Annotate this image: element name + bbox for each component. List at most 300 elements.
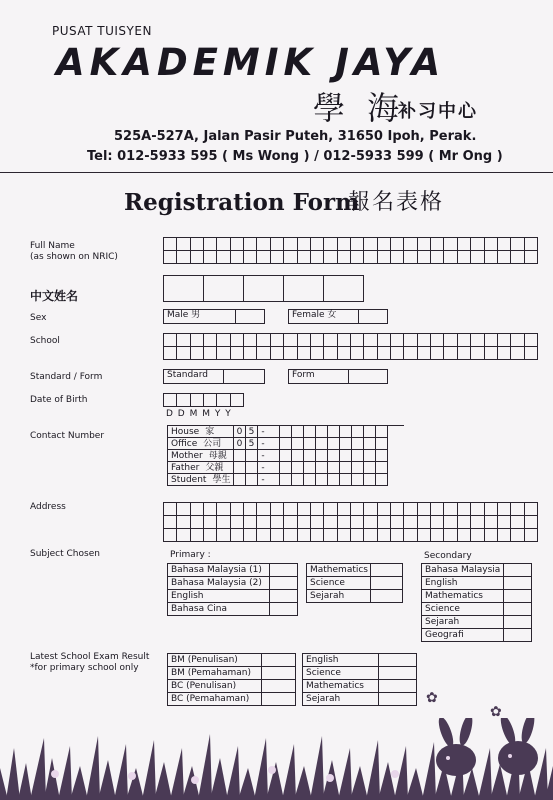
phone-digit-cell[interactable] — [340, 450, 352, 462]
phone-digit-cell[interactable] — [268, 438, 280, 450]
input-cell[interactable] — [244, 238, 257, 251]
input-cell[interactable] — [271, 516, 284, 529]
input-cell[interactable] — [378, 251, 391, 264]
input-cell[interactable] — [485, 238, 498, 251]
input-cell[interactable] — [204, 516, 217, 529]
input-cell[interactable] — [378, 529, 391, 542]
input-cell[interactable] — [271, 529, 284, 542]
phone-prefix-cell[interactable] — [246, 474, 258, 486]
input-cell[interactable] — [204, 347, 217, 360]
input-cell[interactable] — [311, 251, 324, 264]
input-cell[interactable] — [191, 347, 204, 360]
input-cell[interactable] — [418, 238, 431, 251]
input-cell[interactable] — [164, 251, 177, 264]
input-cell[interactable] — [444, 334, 457, 347]
input-cell[interactable] — [231, 516, 244, 529]
phone-prefix-cell[interactable]: 5 — [246, 426, 258, 438]
input-cell[interactable] — [217, 334, 230, 347]
input-cell[interactable] — [298, 251, 311, 264]
input-cell[interactable] — [204, 238, 217, 251]
input-cell[interactable] — [284, 503, 297, 516]
input-cell[interactable] — [444, 347, 457, 360]
phone-digit-cell[interactable] — [292, 426, 304, 438]
input-cell[interactable] — [231, 334, 244, 347]
input-cell[interactable] — [244, 334, 257, 347]
input-cell[interactable] — [364, 347, 377, 360]
subject-checkbox[interactable] — [270, 590, 298, 603]
input-cell[interactable] — [498, 529, 511, 542]
input-cell[interactable] — [298, 529, 311, 542]
subject-checkbox[interactable] — [270, 577, 298, 590]
input-cell[interactable] — [511, 347, 524, 360]
phone-digit-cell[interactable] — [328, 474, 340, 486]
input-cell[interactable] — [418, 334, 431, 347]
phone-digit-cell[interactable] — [304, 474, 316, 486]
input-cell[interactable] — [324, 238, 337, 251]
input-cell[interactable] — [431, 334, 444, 347]
input-cell[interactable] — [391, 516, 404, 529]
phone-digit-cell[interactable] — [292, 438, 304, 450]
form-box[interactable] — [288, 369, 388, 384]
phone-digit-cell[interactable] — [376, 474, 388, 486]
subject-checkbox[interactable] — [262, 693, 296, 706]
input-cell[interactable] — [458, 347, 471, 360]
input-cell[interactable] — [217, 516, 230, 529]
input-cell[interactable] — [511, 238, 524, 251]
input-cell[interactable] — [177, 394, 190, 407]
input-cell[interactable] — [338, 503, 351, 516]
input-cell[interactable] — [471, 251, 484, 264]
subject-checkbox[interactable] — [379, 667, 417, 680]
input-cell[interactable] — [391, 529, 404, 542]
input-cell[interactable] — [458, 503, 471, 516]
input-cell[interactable] — [525, 529, 538, 542]
input-cell[interactable] — [284, 251, 297, 264]
phone-digit-cell[interactable] — [376, 426, 388, 438]
input-cell[interactable] — [164, 394, 177, 407]
input-cell[interactable] — [431, 529, 444, 542]
input-cell[interactable] — [284, 334, 297, 347]
input-cell[interactable] — [431, 251, 444, 264]
school-boxes[interactable] — [163, 333, 538, 360]
input-cell[interactable] — [231, 394, 244, 407]
input-cell[interactable] — [511, 251, 524, 264]
input-cell[interactable] — [284, 347, 297, 360]
input-cell[interactable] — [444, 503, 457, 516]
input-cell[interactable] — [271, 503, 284, 516]
input-cell[interactable] — [404, 238, 417, 251]
input-cell[interactable] — [231, 347, 244, 360]
input-cell[interactable] — [364, 238, 377, 251]
subject-checkbox[interactable] — [504, 616, 532, 629]
phone-prefix-cell[interactable]: 0 — [234, 426, 246, 438]
input-cell[interactable] — [217, 503, 230, 516]
phone-prefix-cell[interactable] — [246, 450, 258, 462]
input-cell[interactable] — [324, 334, 337, 347]
input-cell[interactable] — [257, 251, 270, 264]
input-cell[interactable] — [485, 516, 498, 529]
dob-boxes[interactable] — [163, 393, 244, 407]
input-cell[interactable] — [378, 503, 391, 516]
chinese-name-boxes[interactable] — [163, 275, 364, 302]
sex-male-box[interactable] — [163, 309, 265, 324]
input-cell[interactable] — [498, 347, 511, 360]
input-cell[interactable] — [177, 347, 190, 360]
input-cell[interactable] — [471, 516, 484, 529]
input-cell[interactable] — [485, 529, 498, 542]
subject-checkbox[interactable] — [504, 564, 532, 577]
phone-digit-cell[interactable] — [340, 462, 352, 474]
input-cell[interactable] — [284, 529, 297, 542]
input-cell[interactable] — [338, 347, 351, 360]
input-cell[interactable] — [391, 251, 404, 264]
phone-digit-cell[interactable] — [340, 474, 352, 486]
input-cell[interactable] — [364, 251, 377, 264]
input-cell[interactable] — [364, 529, 377, 542]
phone-digit-cell[interactable] — [352, 450, 364, 462]
input-cell[interactable] — [311, 529, 324, 542]
input-cell[interactable] — [471, 347, 484, 360]
subject-checkbox[interactable] — [504, 577, 532, 590]
input-cell[interactable] — [191, 251, 204, 264]
phone-digit-cell[interactable] — [352, 426, 364, 438]
phone-digit-cell[interactable] — [268, 450, 280, 462]
input-cell[interactable] — [485, 503, 498, 516]
input-cell[interactable] — [525, 516, 538, 529]
phone-digit-cell[interactable] — [340, 438, 352, 450]
input-cell[interactable] — [391, 503, 404, 516]
input-cell[interactable] — [204, 276, 244, 302]
subject-checkbox[interactable] — [371, 577, 403, 590]
input-cell[interactable] — [525, 347, 538, 360]
phone-digit-cell[interactable] — [316, 438, 328, 450]
input-cell[interactable] — [164, 529, 177, 542]
input-cell[interactable] — [284, 276, 324, 302]
input-cell[interactable] — [431, 238, 444, 251]
subject-checkbox[interactable] — [371, 590, 403, 603]
input-cell[interactable] — [217, 347, 230, 360]
input-cell[interactable] — [525, 251, 538, 264]
input-cell[interactable] — [257, 503, 270, 516]
phone-digit-cell[interactable] — [328, 438, 340, 450]
subject-checkbox[interactable] — [262, 654, 296, 667]
input-cell[interactable] — [217, 251, 230, 264]
input-cell[interactable] — [298, 238, 311, 251]
input-cell[interactable] — [324, 529, 337, 542]
input-cell[interactable] — [257, 516, 270, 529]
input-cell[interactable] — [324, 251, 337, 264]
phone-digit-cell[interactable] — [304, 426, 316, 438]
input-cell[interactable] — [404, 334, 417, 347]
phone-prefix-cell[interactable]: - — [258, 438, 268, 450]
input-cell[interactable] — [471, 334, 484, 347]
phone-prefix-cell[interactable] — [234, 450, 246, 462]
input-cell[interactable] — [418, 516, 431, 529]
input-cell[interactable] — [498, 516, 511, 529]
input-cell[interactable] — [338, 516, 351, 529]
input-cell[interactable] — [404, 347, 417, 360]
phone-digit-cell[interactable] — [280, 474, 292, 486]
phone-digit-cell[interactable] — [280, 462, 292, 474]
input-cell[interactable] — [164, 334, 177, 347]
phone-digit-cell[interactable] — [364, 450, 376, 462]
input-cell[interactable] — [431, 347, 444, 360]
input-cell[interactable] — [485, 347, 498, 360]
input-cell[interactable] — [404, 516, 417, 529]
input-cell[interactable] — [244, 503, 257, 516]
phone-digit-cell[interactable] — [376, 450, 388, 462]
input-cell[interactable] — [404, 251, 417, 264]
subject-checkbox[interactable] — [379, 693, 417, 706]
input-cell[interactable] — [204, 529, 217, 542]
phone-prefix-cell[interactable]: - — [258, 426, 268, 438]
input-cell[interactable] — [311, 238, 324, 251]
phone-digit-cell[interactable] — [316, 474, 328, 486]
input-cell[interactable] — [311, 347, 324, 360]
input-cell[interactable] — [191, 394, 204, 407]
phone-digit-cell[interactable] — [316, 462, 328, 474]
input-cell[interactable] — [298, 503, 311, 516]
phone-digit-cell[interactable] — [316, 426, 328, 438]
input-cell[interactable] — [164, 516, 177, 529]
phone-prefix-cell[interactable]: 0 — [234, 438, 246, 450]
input-cell[interactable] — [444, 529, 457, 542]
input-cell[interactable] — [311, 334, 324, 347]
phone-digit-cell[interactable] — [364, 474, 376, 486]
phone-digit-cell[interactable] — [352, 474, 364, 486]
input-cell[interactable] — [191, 529, 204, 542]
input-cell[interactable] — [418, 347, 431, 360]
phone-digit-cell[interactable] — [352, 462, 364, 474]
phone-digit-cell[interactable] — [280, 450, 292, 462]
input-cell[interactable] — [418, 251, 431, 264]
phone-digit-cell[interactable] — [268, 462, 280, 474]
input-cell[interactable] — [471, 529, 484, 542]
input-cell[interactable] — [351, 334, 364, 347]
subject-checkbox[interactable] — [262, 680, 296, 693]
input-cell[interactable] — [351, 516, 364, 529]
input-cell[interactable] — [378, 238, 391, 251]
input-cell[interactable] — [298, 347, 311, 360]
input-cell[interactable] — [231, 503, 244, 516]
phone-prefix-cell[interactable] — [246, 462, 258, 474]
phone-digit-cell[interactable] — [364, 438, 376, 450]
input-cell[interactable] — [351, 529, 364, 542]
input-cell[interactable] — [177, 238, 190, 251]
input-cell[interactable] — [324, 503, 337, 516]
input-cell[interactable] — [191, 516, 204, 529]
phone-digit-cell[interactable] — [376, 438, 388, 450]
input-cell[interactable] — [244, 347, 257, 360]
phone-digit-cell[interactable] — [340, 426, 352, 438]
input-cell[interactable] — [164, 238, 177, 251]
input-cell[interactable] — [217, 529, 230, 542]
input-cell[interactable] — [257, 347, 270, 360]
input-cell[interactable] — [338, 251, 351, 264]
phone-digit-cell[interactable] — [292, 474, 304, 486]
phone-prefix-cell[interactable]: 5 — [246, 438, 258, 450]
input-cell[interactable] — [257, 529, 270, 542]
input-cell[interactable] — [204, 394, 217, 407]
phone-prefix-cell[interactable]: - — [258, 450, 268, 462]
input-cell[interactable] — [191, 238, 204, 251]
phone-digit-cell[interactable] — [316, 450, 328, 462]
phone-digit-cell[interactable] — [292, 462, 304, 474]
input-cell[interactable] — [257, 238, 270, 251]
input-cell[interactable] — [404, 503, 417, 516]
input-cell[interactable] — [458, 334, 471, 347]
input-cell[interactable] — [284, 238, 297, 251]
input-cell[interactable] — [244, 276, 284, 302]
input-cell[interactable] — [177, 529, 190, 542]
input-cell[interactable] — [324, 347, 337, 360]
phone-digit-cell[interactable] — [292, 450, 304, 462]
input-cell[interactable] — [231, 238, 244, 251]
input-cell[interactable] — [431, 516, 444, 529]
input-cell[interactable] — [364, 334, 377, 347]
input-cell[interactable] — [404, 529, 417, 542]
input-cell[interactable] — [458, 251, 471, 264]
input-cell[interactable] — [485, 251, 498, 264]
phone-digit-cell[interactable] — [364, 462, 376, 474]
input-cell[interactable] — [525, 503, 538, 516]
input-cell[interactable] — [271, 251, 284, 264]
input-cell[interactable] — [231, 251, 244, 264]
subject-checkbox[interactable] — [262, 667, 296, 680]
input-cell[interactable] — [458, 529, 471, 542]
address-boxes[interactable] — [163, 502, 538, 542]
input-cell[interactable] — [351, 251, 364, 264]
input-cell[interactable] — [458, 238, 471, 251]
phone-digit-cell[interactable] — [328, 462, 340, 474]
input-cell[interactable] — [177, 516, 190, 529]
subject-checkbox[interactable] — [504, 603, 532, 616]
input-cell[interactable] — [177, 251, 190, 264]
input-cell[interactable] — [525, 334, 538, 347]
phone-digit-cell[interactable] — [304, 450, 316, 462]
input-cell[interactable] — [471, 238, 484, 251]
phone-digit-cell[interactable] — [280, 426, 292, 438]
input-cell[interactable] — [511, 516, 524, 529]
input-cell[interactable] — [444, 238, 457, 251]
input-cell[interactable] — [525, 238, 538, 251]
phone-digit-cell[interactable] — [304, 462, 316, 474]
input-cell[interactable] — [444, 251, 457, 264]
input-cell[interactable] — [378, 347, 391, 360]
subject-checkbox[interactable] — [270, 564, 298, 577]
phone-digit-cell[interactable] — [328, 426, 340, 438]
input-cell[interactable] — [271, 238, 284, 251]
input-cell[interactable] — [391, 334, 404, 347]
subject-checkbox[interactable] — [379, 654, 417, 667]
input-cell[interactable] — [191, 334, 204, 347]
phone-prefix-cell[interactable]: - — [258, 462, 268, 474]
input-cell[interactable] — [164, 276, 204, 302]
input-cell[interactable] — [351, 347, 364, 360]
input-cell[interactable] — [324, 276, 364, 302]
input-cell[interactable] — [271, 347, 284, 360]
phone-prefix-cell[interactable] — [234, 474, 246, 486]
phone-digit-cell[interactable] — [328, 450, 340, 462]
input-cell[interactable] — [511, 529, 524, 542]
input-cell[interactable] — [191, 503, 204, 516]
input-cell[interactable] — [431, 503, 444, 516]
input-cell[interactable] — [391, 238, 404, 251]
subject-checkbox[interactable] — [379, 680, 417, 693]
phone-digit-cell[interactable] — [364, 426, 376, 438]
input-cell[interactable] — [324, 516, 337, 529]
input-cell[interactable] — [164, 347, 177, 360]
input-cell[interactable] — [298, 516, 311, 529]
input-cell[interactable] — [244, 251, 257, 264]
input-cell[interactable] — [418, 529, 431, 542]
input-cell[interactable] — [257, 334, 270, 347]
input-cell[interactable] — [511, 334, 524, 347]
input-cell[interactable] — [364, 503, 377, 516]
input-cell[interactable] — [498, 334, 511, 347]
phone-prefix-cell[interactable] — [234, 462, 246, 474]
phone-digit-cell[interactable] — [268, 474, 280, 486]
standard-box[interactable] — [163, 369, 265, 384]
input-cell[interactable] — [378, 516, 391, 529]
input-cell[interactable] — [444, 516, 457, 529]
subject-checkbox[interactable] — [504, 629, 532, 642]
input-cell[interactable] — [177, 503, 190, 516]
input-cell[interactable] — [511, 503, 524, 516]
phone-digit-cell[interactable] — [280, 438, 292, 450]
input-cell[interactable] — [364, 516, 377, 529]
input-cell[interactable] — [418, 503, 431, 516]
input-cell[interactable] — [471, 503, 484, 516]
input-cell[interactable] — [217, 238, 230, 251]
input-cell[interactable] — [338, 238, 351, 251]
input-cell[interactable] — [164, 503, 177, 516]
input-cell[interactable] — [338, 529, 351, 542]
input-cell[interactable] — [498, 238, 511, 251]
input-cell[interactable] — [311, 503, 324, 516]
input-cell[interactable] — [311, 516, 324, 529]
phone-digit-cell[interactable] — [376, 462, 388, 474]
input-cell[interactable] — [284, 516, 297, 529]
subject-checkbox[interactable] — [504, 590, 532, 603]
input-cell[interactable] — [177, 334, 190, 347]
input-cell[interactable] — [204, 503, 217, 516]
full-name-boxes[interactable] — [163, 237, 538, 264]
phone-digit-cell[interactable] — [352, 438, 364, 450]
phone-prefix-cell[interactable]: - — [258, 474, 268, 486]
input-cell[interactable] — [298, 334, 311, 347]
input-cell[interactable] — [378, 334, 391, 347]
input-cell[interactable] — [485, 334, 498, 347]
input-cell[interactable] — [351, 238, 364, 251]
input-cell[interactable] — [338, 334, 351, 347]
input-cell[interactable] — [498, 251, 511, 264]
input-cell[interactable] — [271, 334, 284, 347]
phone-digit-cell[interactable] — [304, 438, 316, 450]
input-cell[interactable] — [351, 503, 364, 516]
phone-digit-cell[interactable] — [268, 426, 280, 438]
subject-checkbox[interactable] — [270, 603, 298, 616]
sex-female-box[interactable] — [288, 309, 388, 324]
input-cell[interactable] — [391, 347, 404, 360]
input-cell[interactable] — [458, 516, 471, 529]
input-cell[interactable] — [231, 529, 244, 542]
input-cell[interactable] — [204, 334, 217, 347]
subject-checkbox[interactable] — [371, 564, 403, 577]
input-cell[interactable] — [244, 529, 257, 542]
input-cell[interactable] — [244, 516, 257, 529]
input-cell[interactable] — [204, 251, 217, 264]
